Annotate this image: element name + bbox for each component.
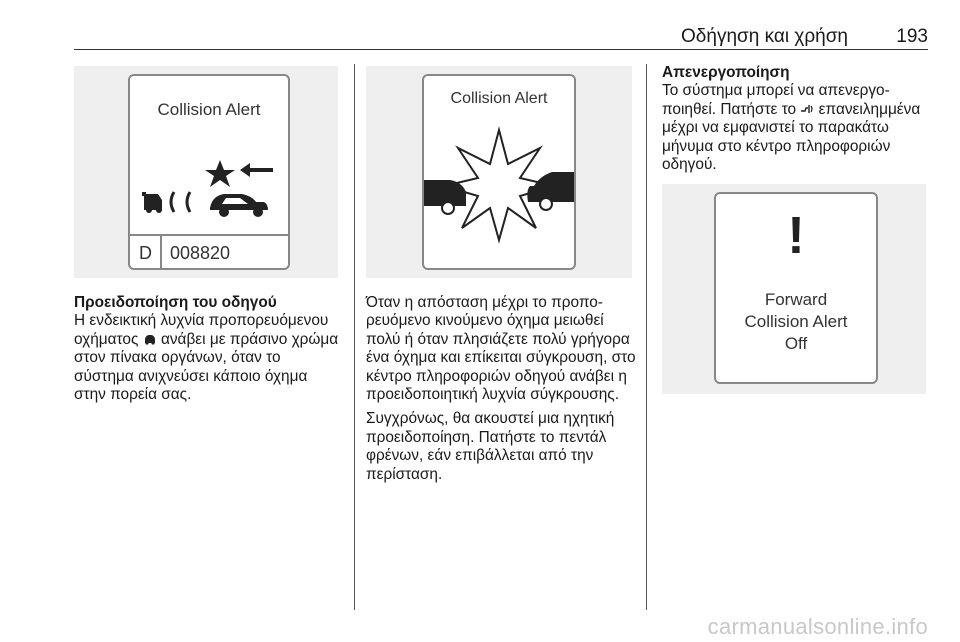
page-header	[74, 0, 928, 48]
section-heading: Προειδοποίηση του οδηγού	[74, 294, 277, 311]
display-panel	[128, 74, 290, 270]
collision-alert-symbols-icon	[140, 158, 280, 222]
body-text: Το σύστημα μπορεί να απενεργοποιηθεί. Πατήστε το	[662, 82, 890, 118]
code-letter: D	[139, 243, 152, 263]
col1-text	[74, 294, 342, 410]
section-title: Οδήγηση και χρήση	[681, 26, 848, 47]
col2-text	[366, 294, 638, 490]
display-panel	[714, 192, 878, 384]
vehicle-ahead-icon	[143, 333, 157, 345]
figure-collision-alert-warning	[366, 66, 632, 278]
col3-text	[662, 64, 928, 180]
collision-button-icon	[800, 103, 814, 115]
message-line-3: Off	[784, 334, 808, 353]
code-row	[130, 236, 288, 270]
display-panel	[422, 74, 576, 270]
body-text-cont: επανειλημμένα μέχρι να εμφανιστεί το παρακάτω μήνυμα στο κέντρο πληροφοριών οδηγού.	[662, 100, 921, 174]
paragraph-2: Συγχρόνως, θα ακουστεί μια ηχητική προειδοποίηση. Πατήστε το πεντάλ φρένων, εάν επιβάλλεται από την περίσταση.	[366, 410, 615, 483]
figure-forward-collision-alert-off	[662, 184, 926, 394]
column-divider-1	[354, 64, 355, 610]
page-number: 193	[896, 26, 928, 47]
display-title: Collision Alert	[157, 100, 261, 119]
header-rule	[74, 49, 928, 50]
body-text: Η ενδεικτική λυχνία προπορευόμενου οχήματος	[74, 312, 329, 348]
section-heading: Απενεργοποίηση	[662, 64, 790, 81]
message-line-2: Collision Alert	[744, 312, 848, 331]
display-title: Collision Alert	[450, 90, 548, 107]
body-text-cont: ανάβει με πράσινο χρώμα στον πίνακα οργάνων, όταν το σύστημα ανιχνεύσει κάποιο όχημα στην πορεία σας.	[74, 330, 339, 404]
code-separator	[160, 236, 162, 270]
paragraph-1: Όταν η απόσταση μέχρι το προπορευόμενο κινούμενο όχημα μειωθεί πολύ ή όταν πλησιάζετε πολύ γρήγορα ένα όχημα και επίκειται σύγκρουση, στο κέντρο πληροφοριών οδηγού ανάβει η προειδοποιητική λυχνία σύγκρουσης.	[366, 294, 636, 404]
code-number: 008820	[170, 243, 231, 263]
watermark: carmanualsonline.info	[707, 614, 928, 639]
figure-collision-alert-display	[74, 66, 338, 278]
exclamation-mark: !	[787, 207, 805, 265]
message-line-1: Forward	[764, 290, 828, 309]
column-divider-2	[646, 64, 647, 610]
collision-warning-icon	[424, 124, 574, 244]
